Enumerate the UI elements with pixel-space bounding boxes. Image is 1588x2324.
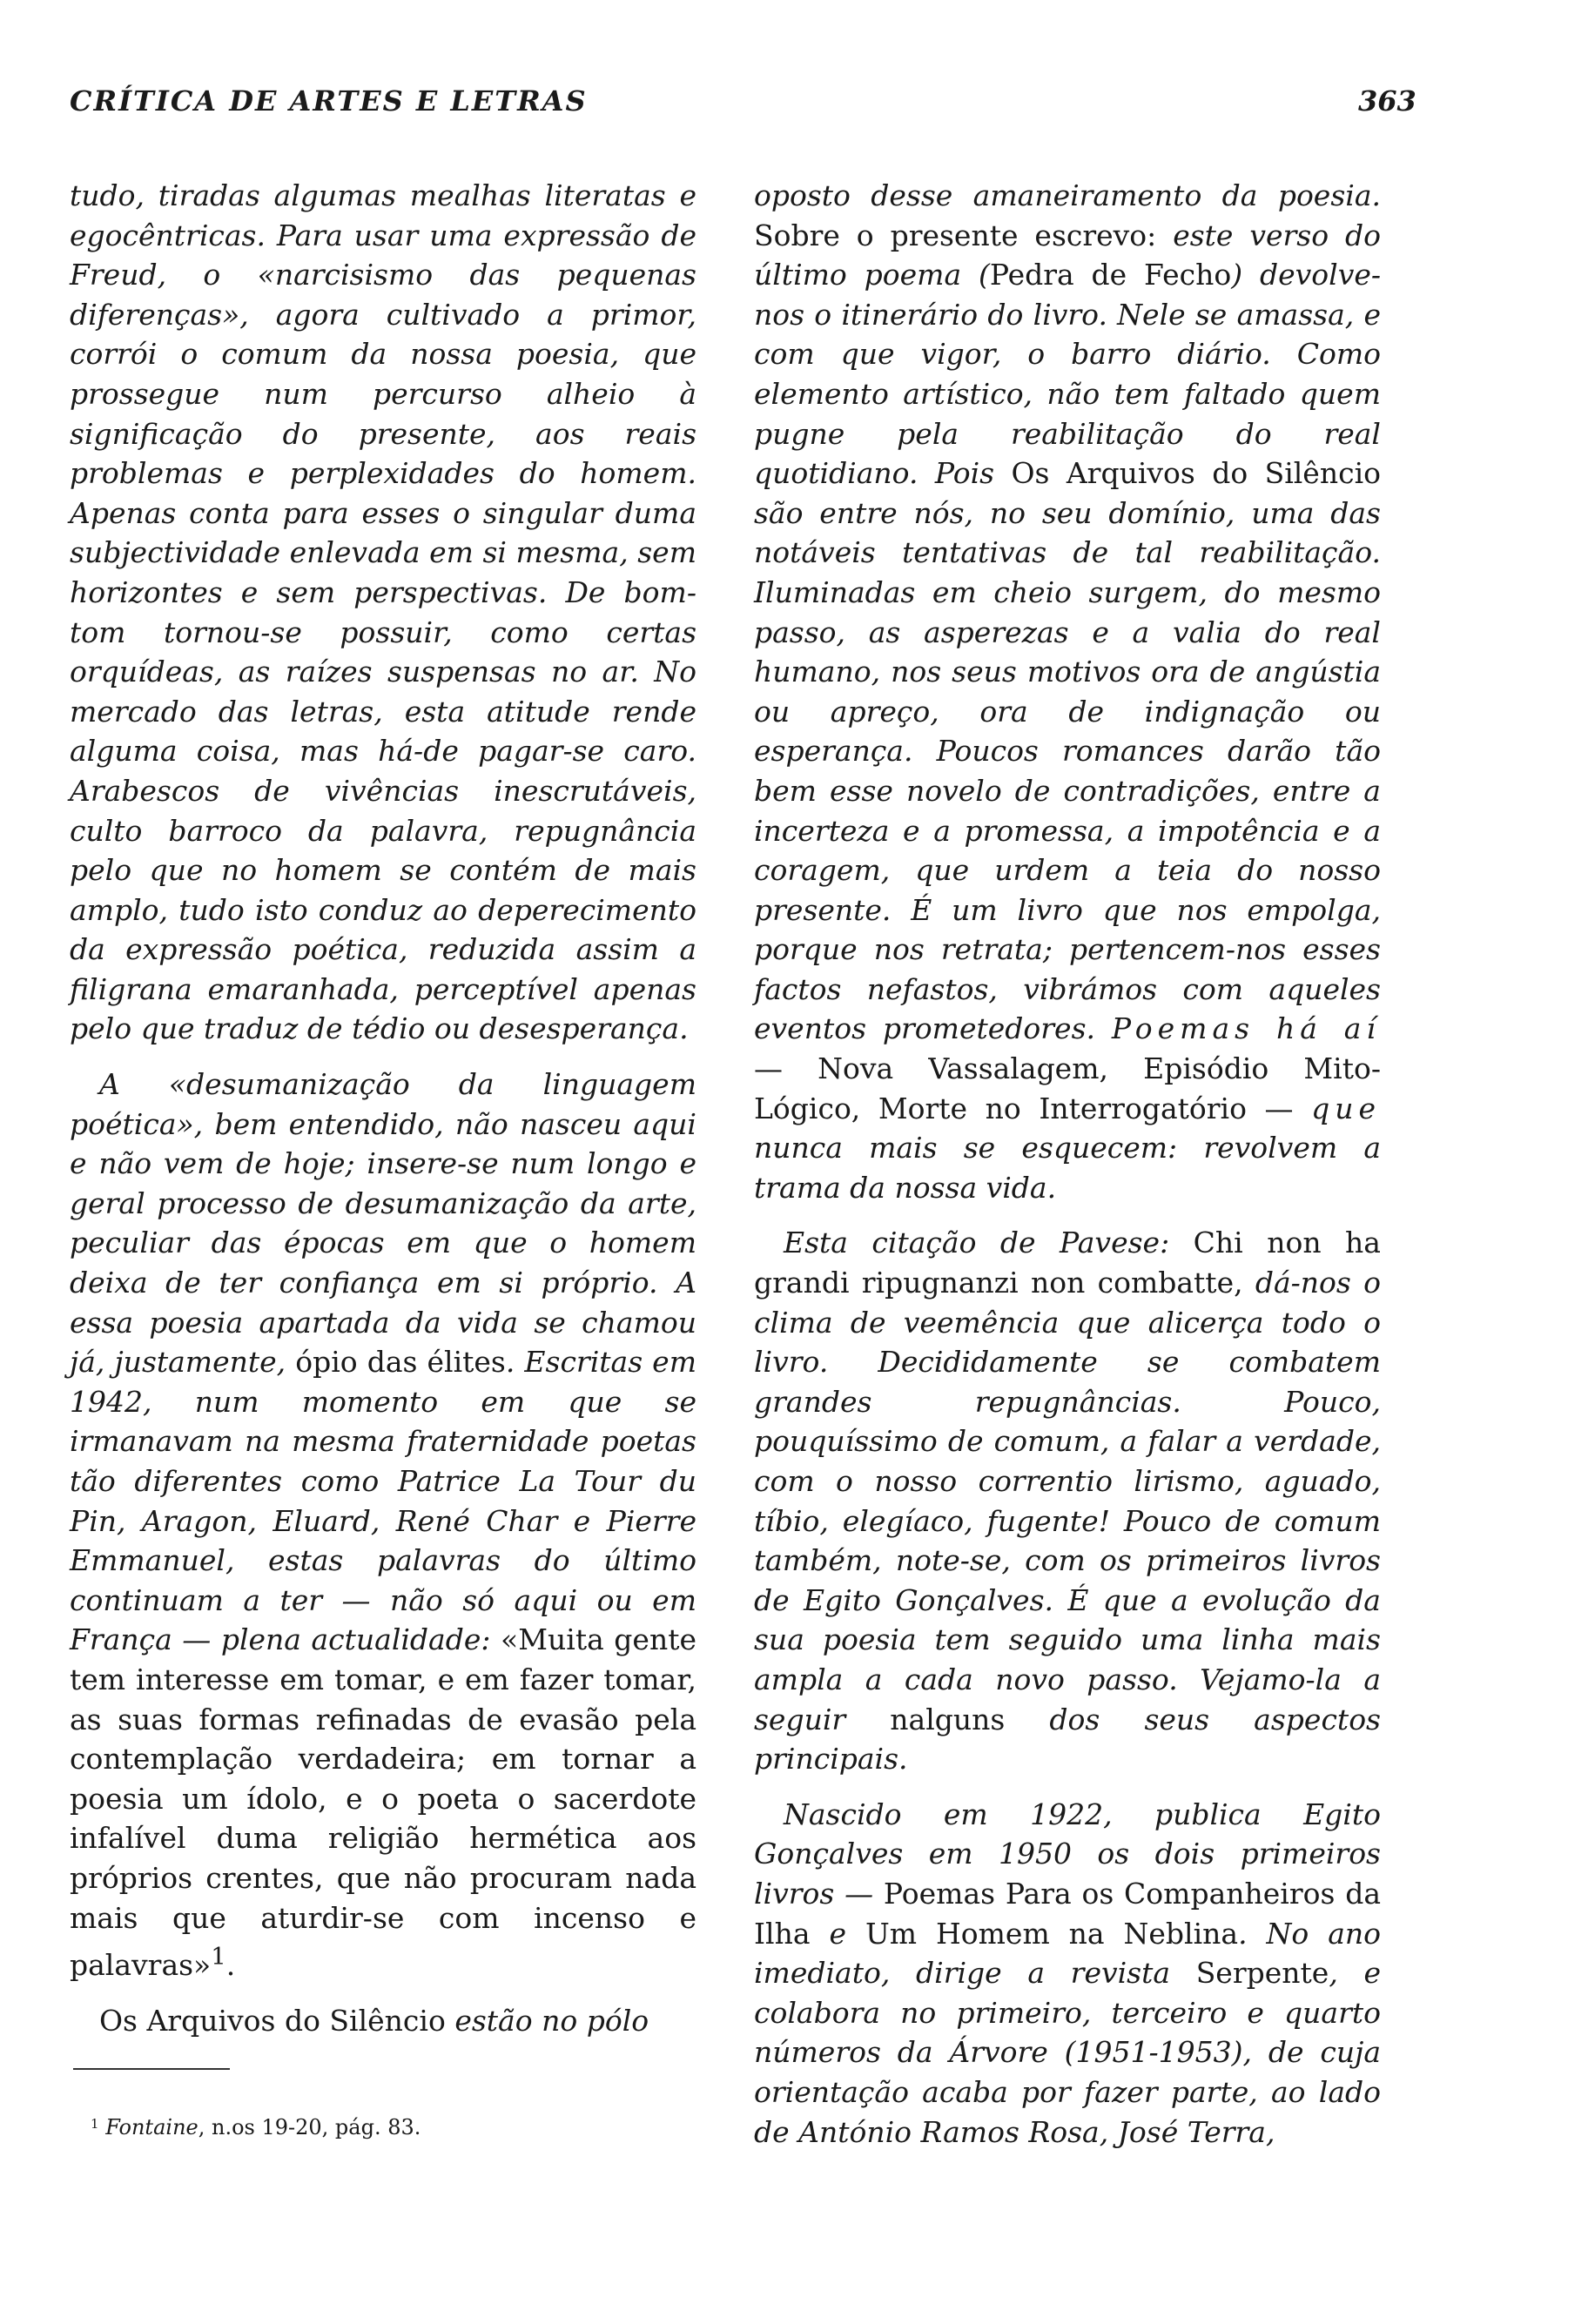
- paragraph-text-roman: nalguns: [890, 1702, 1006, 1736]
- quoted-phrase: ópio das élites: [295, 1345, 506, 1380]
- footnote-text: , n.os 19-20, pág. 83.: [198, 2115, 421, 2139]
- paragraph: [70, 2001, 696, 2041]
- spaced-phrase: Poemas há aí: [1111, 1011, 1381, 1046]
- running-head: CRÍTICA DE ARTES E LETRAS: [70, 84, 588, 118]
- paragraph-text: tudo, tiradas algumas mealhas literatas e egocêntricas. Para usar uma expressão de Freud, o «narcisismo das pequenas diferenças», agora cultivado a primor, corrói o comum da nossa poesia, que prossegue num percurso alheio à significação do presente, aos reais problemas e perplexidades do homem. Apenas conta para esses o singular duma subjectividade enlevada em si mesma, sem horizontes e sem perspectivas. De bom-tom tornou-se possuir, como certas orquídeas, as raízes suspensas no ar. No mercado das letras, esta atitude rende alguma coisa, mas há-de pagar-se caro. Arabescos de vivências inescrutáveis, culto barroco da palavra, repugnância pelo que no homem se contém de mais amplo, tudo isto conduz ao deperecimento da expressão poética, reduzida assim a filigrana emaranhada, perceptível apenas pelo que traduz de tédio ou desesperança.: [70, 178, 696, 1046]
- right-column: [754, 176, 1381, 2167]
- footnote-source: Fontaine: [105, 2115, 198, 2139]
- paragraph-text: Esta citação de Pavese:: [784, 1226, 1194, 1260]
- paragraph: [754, 1795, 1381, 2152]
- paragraph-text: , e colabora no primeiro, terceiro e quarto números da Árvore (1951-1953), de cuja orientação acaba por fazer parte, ao lado de António Ramos Rosa, José Terra,: [754, 1956, 1381, 2149]
- book-title: Sobre o presente escrevo:: [754, 218, 1157, 252]
- paragraph-text: . No ano imediato, dirige a revista: [754, 1916, 1382, 1991]
- book-title: Os Arquivos do Silêncio: [1011, 456, 1381, 491]
- paragraph-text: oposto desse amaneiramento da poesia.: [754, 178, 1381, 212]
- paragraph: [754, 176, 1381, 1207]
- paragraph: [70, 176, 696, 1049]
- paragraph-text: Nascido em 1922, publica Egito Gonçalves em 1950 os dois primeiros livros —: [754, 1797, 1381, 1911]
- book-title: Um Homem na Neblina: [865, 1916, 1239, 1951]
- paragraph-text: este verso do último poema (: [754, 218, 1381, 292]
- book-title: Os Arquivos do Silêncio: [99, 2003, 446, 2038]
- left-column: [70, 176, 696, 2056]
- poem-titles: — Nova Vassalagem, Episódio Mito-Lógico, Morte no Interrogatório —: [754, 1051, 1381, 1125]
- paragraph-text: são entre nós, no seu domínio, uma das notáveis tentativas de tal reabilitação. Iluminadas em cheio surgem, do mesmo passo, as asperezas e a valia do real humano, nos seus motivos ora de angústia ou apreço, ora de indignação ou esperança. Poucos romances darão tão bem esse novelo de contradições, entre a incerteza e a promessa, a impotência e a coragem, que urdem a teia do nosso presente. É um livro que nos empolga, porque nos retrata; pertencem-nos esses factos nefastos, vibrámos com aqueles eventos prometedores.: [754, 495, 1381, 1046]
- paragraph: [70, 1065, 696, 1985]
- paragraph-text: .: [225, 1948, 236, 1983]
- paragraph-text: estão no pólo: [445, 2003, 649, 2038]
- spaced-word: que: [1311, 1091, 1381, 1125]
- magazine-title: Serpente: [1195, 1956, 1329, 1991]
- paragraph: [754, 1223, 1381, 1778]
- page-number: 363: [1358, 84, 1416, 118]
- paragraph-text: . Escritas em 1942, num momento em que se irmanavam na mesma fraternidade poetas tão diferentes como Patrice La Tour du Pin, Aragon, Eluard, René Char e Pierre Emmanuel, estas palavras do último continuam a ter — não só aqui ou em França — plena actualidade:: [70, 1345, 697, 1657]
- paragraph-text: ) devolve-nos o itinerário do livro. Nele se amassa, e com que vigor, o barro diário. Como elemento artístico, não tem faltado quem pugne pela reabilitação do real quotidiano. Pois: [754, 258, 1382, 491]
- paragraph-text: dá-nos o clima de veemência que alicerça todo o livro. Decididamente se combatem grandes repugnâncias. Pouco, pouquíssimo de comum, a falar a verdade, com o nosso correntio lirismo, aguado, tíbio, elegíaco, fugente! Pouco de comum também, note-se, com os primeiros livros de Egito Gonçalves. É que a evolução da sua poesia tem seguido uma linha mais ampla a cada novo passo. Vejamo-la a seguir: [754, 1266, 1381, 1736]
- paragraph-text: dos seus aspectos principais.: [754, 1702, 1381, 1777]
- poem-title: Pedra de Fecho: [989, 258, 1232, 292]
- footnote: [91, 2110, 421, 2141]
- footnote-divider: [73, 2068, 230, 2070]
- footnote-reference[interactable]: 1: [211, 1943, 226, 1971]
- quotation-pavese: Chi non ha grandi ripugnanzi non combatte,: [754, 1226, 1381, 1300]
- block-quotation: «Muita gente tem interesse em tomar, e em fazer tomar, as suas formas refinadas de evasão pela contemplação verdadeira; em tornar a poesia um ídolo, e o poeta o sacerdote infalível duma religião hermética aos próprios crentes, que não procuram nada mais que aturdir-se com incenso e palavras»: [70, 1622, 696, 1983]
- paragraph-text: nunca mais se esquecem: revolvem a trama da nossa vida.: [754, 1131, 1381, 1205]
- paragraph-text: A «desumanização da linguagem poética», bem entendido, não nasceu aqui e não vem de hoje; insere-se num longo e geral processo de desumanização da arte, peculiar das épocas em que o homem deixa de ter confiança em si próprio. A essa poesia apartada da vida se chamou já, justamente,: [70, 1067, 696, 1380]
- paragraph-text: e: [810, 1916, 865, 1951]
- footnote-marker: 1: [91, 2116, 99, 2132]
- book-title: Poemas Para os Companheiros da Ilha: [754, 1876, 1381, 1951]
